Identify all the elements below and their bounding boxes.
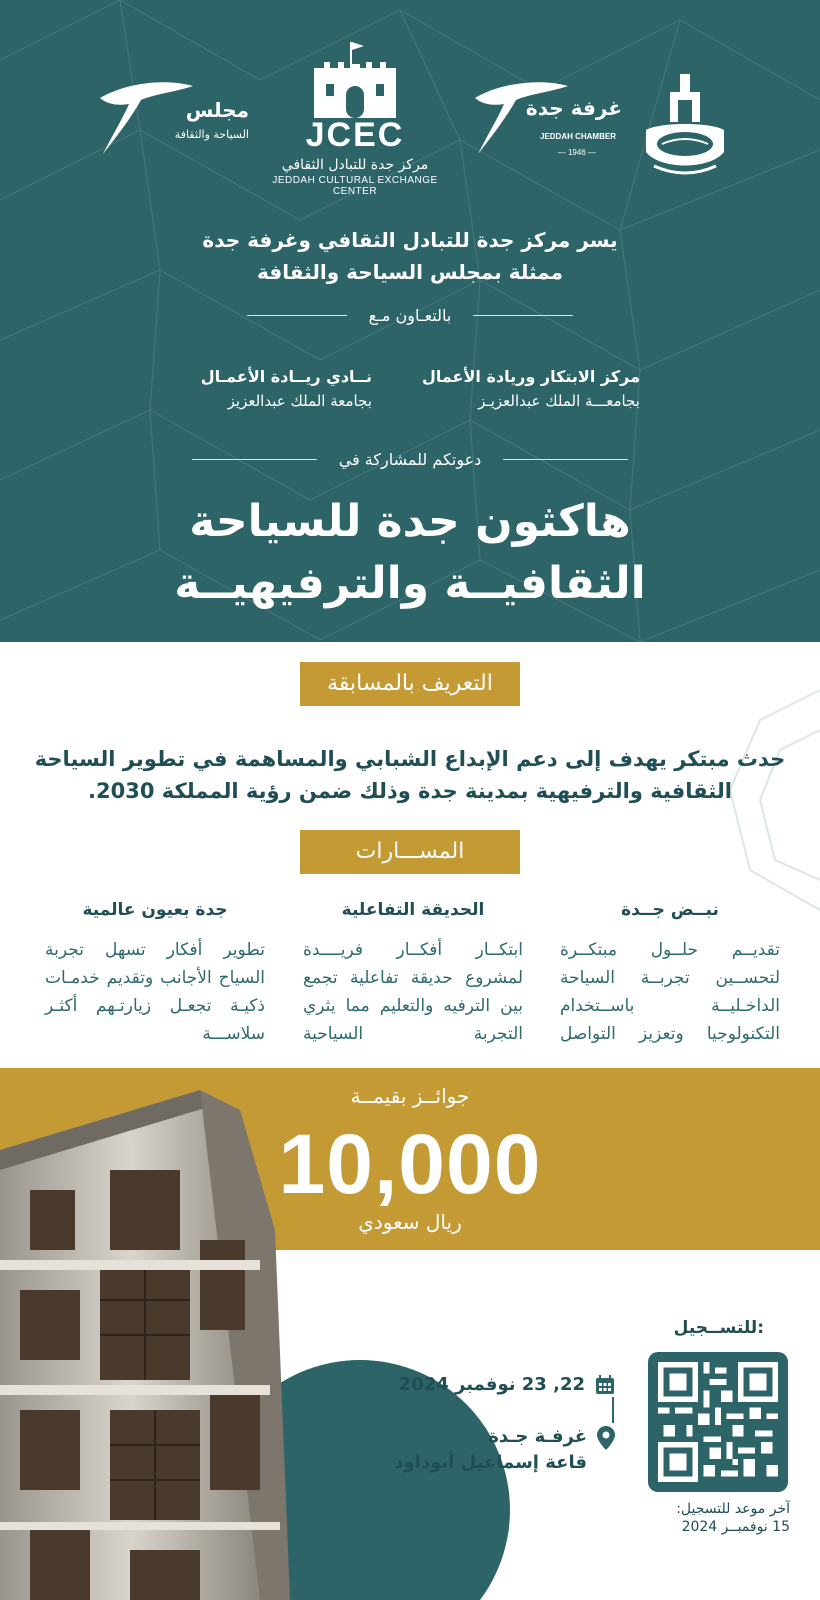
partner-name: نــادي ريــادة الأعمـال bbox=[200, 367, 372, 386]
track-title: الحديقة التفاعلية bbox=[341, 900, 485, 920]
registration-label: :للتســجيل bbox=[673, 1318, 764, 1338]
divider-line bbox=[503, 459, 628, 460]
prize-amount: 10,000 bbox=[278, 1117, 542, 1211]
headline-line-2: الثقافيــة والترفيهيــة bbox=[174, 558, 646, 609]
jcec-abbreviation: JCEC bbox=[305, 116, 405, 154]
chamber-english-name: JEDDAH CHAMBER bbox=[539, 132, 616, 141]
divider-line bbox=[192, 459, 317, 460]
collaboration-label: بالتعـاون مـع bbox=[368, 306, 452, 325]
event-venue bbox=[394, 1424, 587, 1476]
tracks-title: المســـارات bbox=[300, 830, 520, 874]
invite-label: دعوتكم للمشاركة في bbox=[338, 450, 482, 469]
majlis-subtitle: السياحة والثقافة bbox=[174, 128, 249, 141]
majlis-logo bbox=[95, 78, 255, 168]
kau-logo bbox=[640, 70, 730, 180]
jeddah-chamber-logo bbox=[470, 78, 630, 178]
track-description: تقديــم حلــول مبتكــرة لتحســين تجربــة السياحة الداخـليــة باســتخدام التكنولوجيا وتعزيز التواصل bbox=[560, 940, 780, 1044]
deadline-date: 15 نوفمبــر 2024 bbox=[681, 1519, 790, 1535]
partner-entrepreneurship-club bbox=[201, 367, 372, 410]
track-interactive-park bbox=[303, 900, 523, 1048]
jcec-castle-icon bbox=[310, 40, 400, 120]
venue-name: غرفـة جـدة bbox=[488, 1426, 587, 1447]
track-jeddah-global-eyes bbox=[45, 900, 265, 1048]
majlis-name: مجلس bbox=[185, 98, 249, 122]
headline-line-1: هاكثون جدة للسياحة bbox=[189, 496, 631, 547]
invite-divider bbox=[0, 450, 820, 469]
jcec-logo bbox=[255, 40, 455, 197]
event-date-row bbox=[399, 1374, 615, 1395]
track-description: ابتكــار أفكــار فريــــدة لمشروع حديقة تفاعلية تجمع بين الترفيه والتعليم مما يثري التجربة السياحية bbox=[303, 940, 523, 1044]
calendar-icon bbox=[595, 1375, 615, 1395]
divider-line bbox=[473, 315, 573, 316]
jcec-english-name: JEDDAH CULTURAL EXCHANGE CENTER bbox=[272, 175, 438, 197]
chamber-arabic-name: غرفة جدة bbox=[525, 96, 622, 120]
prize-currency: ريال سعودي bbox=[358, 1210, 462, 1234]
event-location-row bbox=[394, 1424, 615, 1476]
about-description: حدث مبتكر يهدف إلى دعم الإبداع الشبابي والمساهمة في تطوير السياحة الثقافية والترفيهية بمدينة جدة وذلك ضمن رؤية المملكة 2030. bbox=[34, 747, 786, 803]
partner-name: مركز الابتكار وريادة الأعمال bbox=[421, 367, 640, 386]
event-date: 22, 23 نوفمبر 2024 bbox=[398, 1374, 585, 1395]
divider-line bbox=[247, 315, 347, 316]
prize-label: جوائــز بقيمــة bbox=[350, 1084, 470, 1108]
intro-line-2: ممثلة بمجلس السياحة والثقافة bbox=[257, 260, 563, 284]
partner-org: بجامعة الملك عبدالعزيز bbox=[227, 392, 372, 410]
registration-deadline bbox=[640, 1500, 790, 1536]
location-pin-icon bbox=[597, 1426, 615, 1450]
track-jeddah-pulse bbox=[560, 900, 780, 1048]
university-seal-icon bbox=[640, 70, 730, 180]
hero-section bbox=[0, 0, 820, 642]
chamber-year: — 1946 — bbox=[557, 148, 596, 157]
collaboration-divider bbox=[0, 306, 820, 325]
track-title: جدة بعيون عالمية bbox=[82, 900, 228, 920]
timeline-connector bbox=[612, 1397, 614, 1423]
jcec-arabic-name: مركز جدة للتبادل الثقافي bbox=[281, 157, 429, 173]
deadline-label: آخر موعد للتسجيل: bbox=[676, 1501, 790, 1517]
majlis-brush-icon bbox=[95, 78, 195, 158]
intro-line-1: يسر مركز جدة للتبادل الثقافي وغرفة جدة bbox=[202, 228, 618, 252]
registration-qr-code[interactable] bbox=[648, 1352, 788, 1492]
venue-hall: قاعة إسماعيل أبوداود bbox=[394, 1452, 587, 1473]
historic-building-illustration bbox=[0, 1090, 320, 1600]
logo-strip bbox=[0, 40, 820, 200]
qr-code-icon bbox=[658, 1362, 778, 1482]
partner-org: بجامعـــة الملك عبدالعزيـز bbox=[478, 392, 640, 410]
about-title: التعريف بالمسابقة bbox=[300, 662, 520, 706]
track-title: نبــض جــدة bbox=[621, 900, 719, 920]
track-description: تطوير أفكار تسهل تجربة السياح الأجانب وتقديم خدمـات ذكيـة تجعـل زيارتـهم أكثـر سلاســـة bbox=[45, 940, 265, 1044]
partner-innovation-center bbox=[422, 367, 640, 410]
